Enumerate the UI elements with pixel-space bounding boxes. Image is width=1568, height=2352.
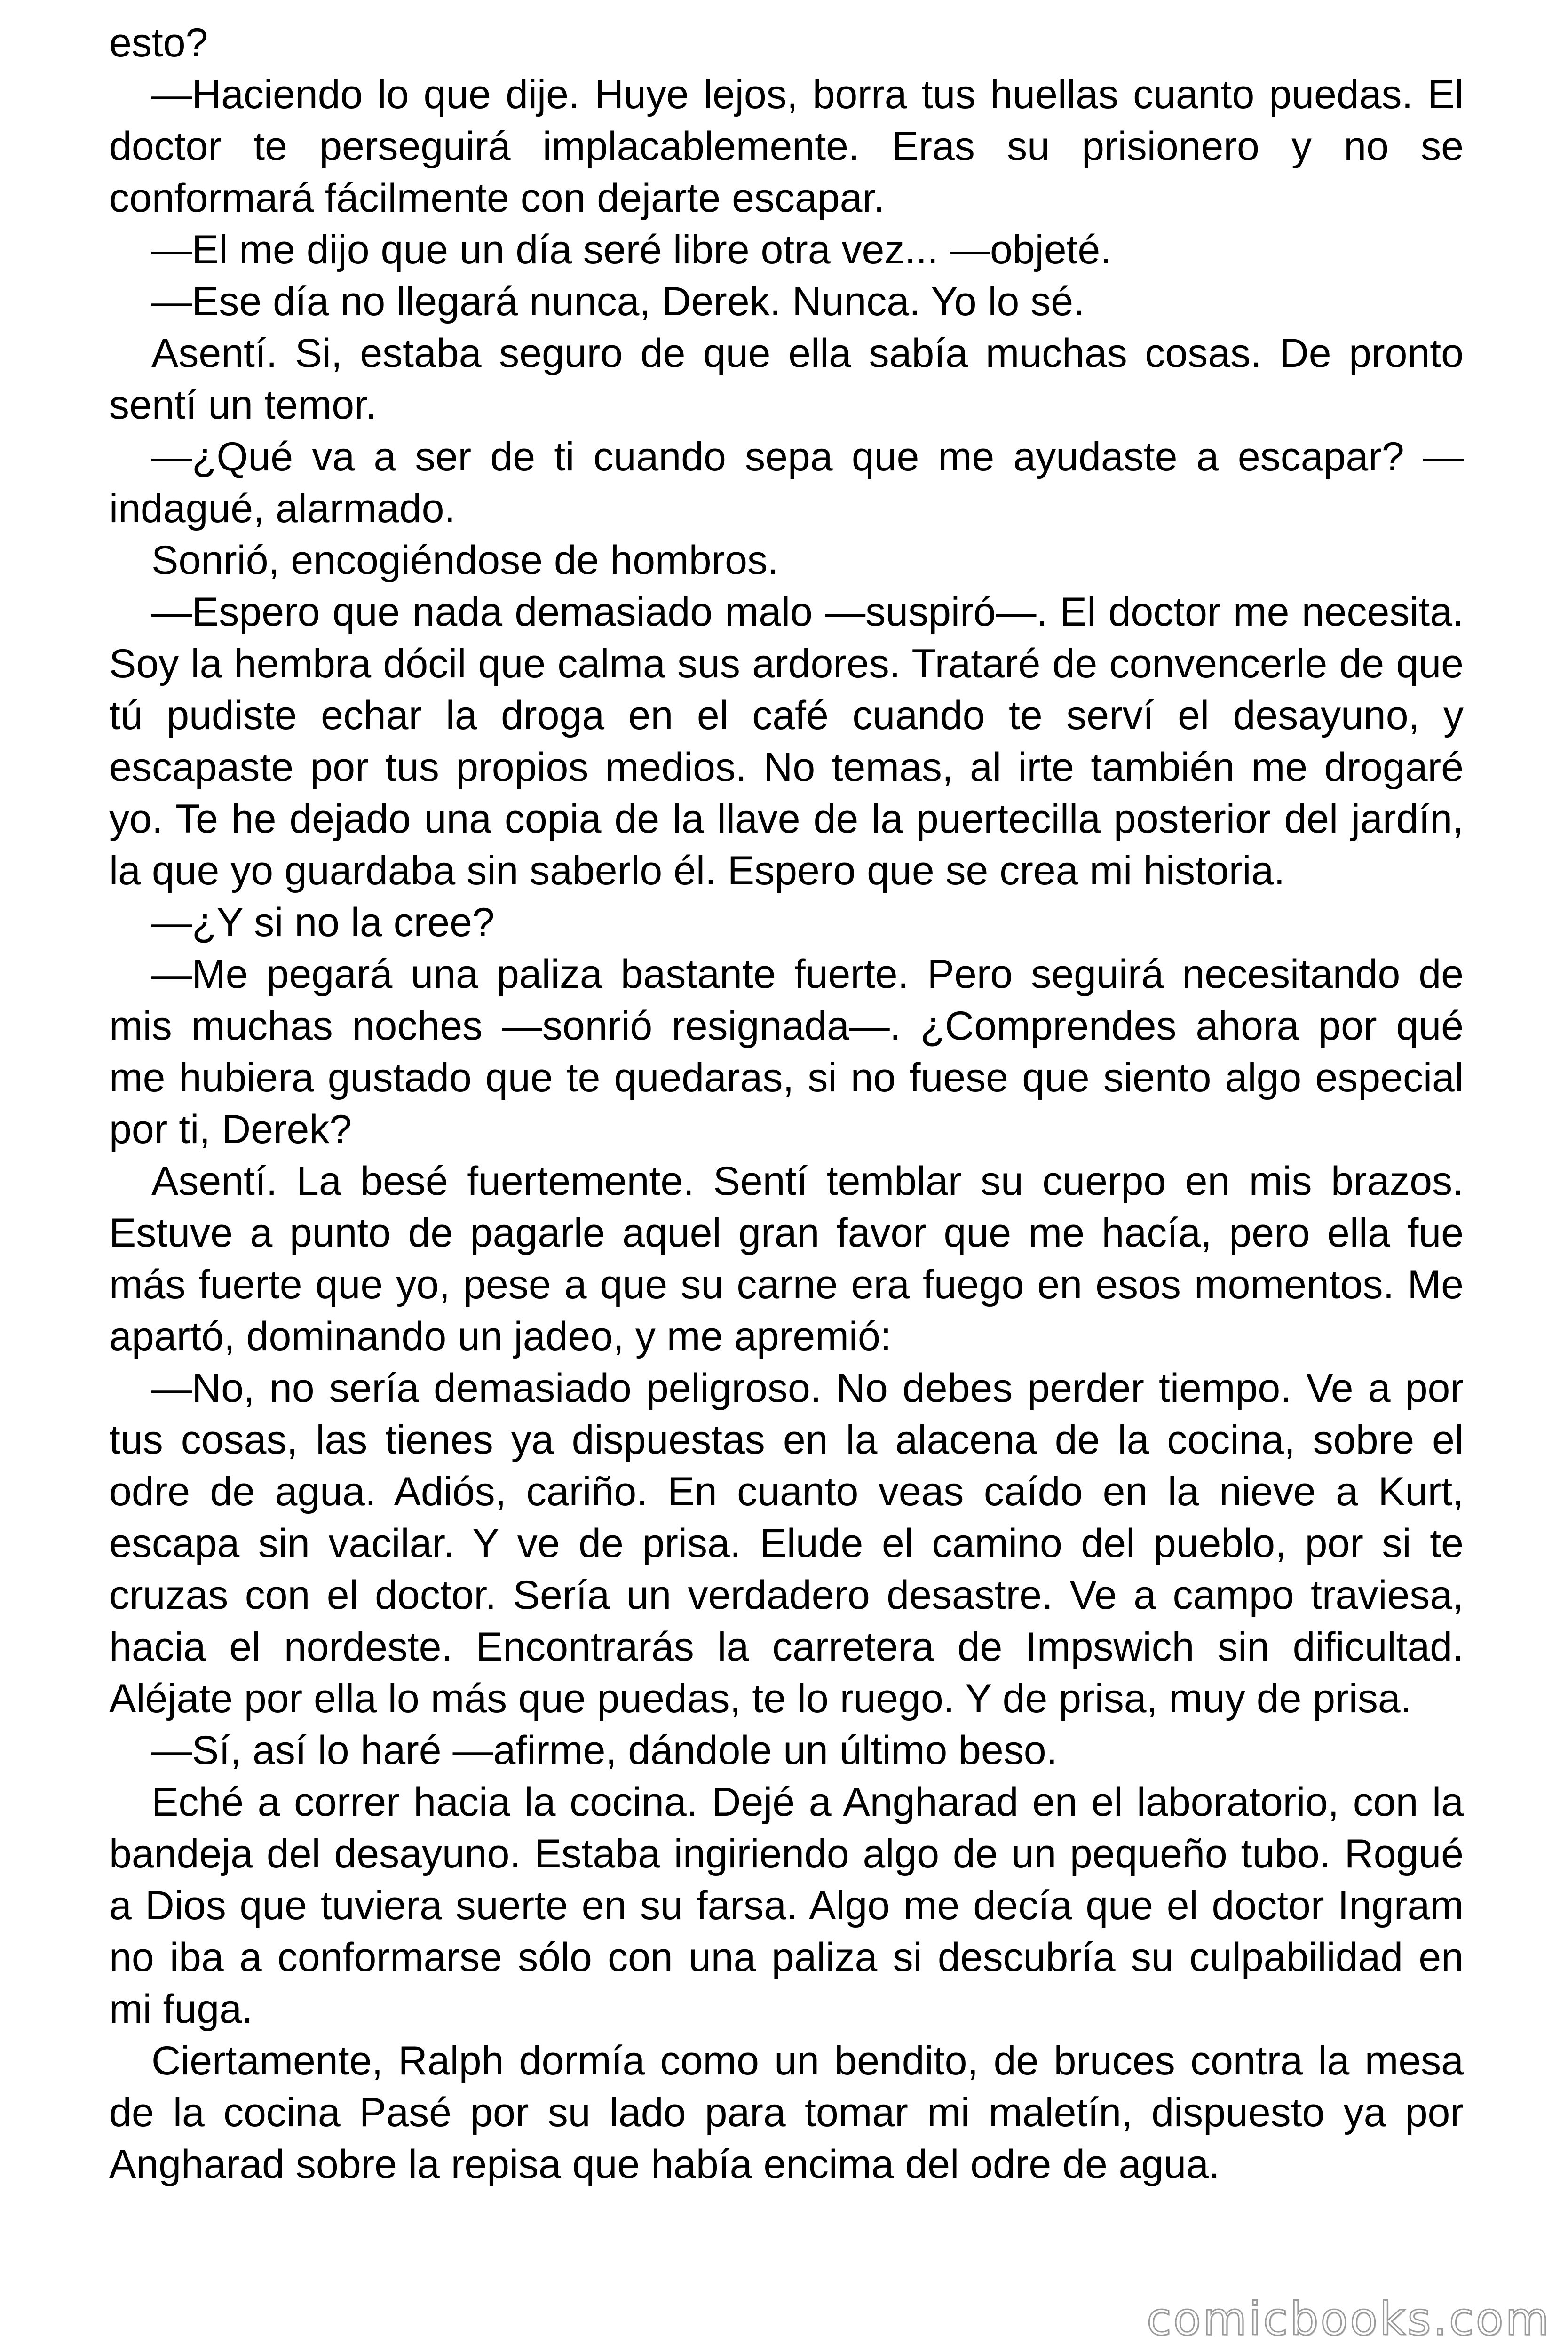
paragraph: —Espero que nada demasiado malo —suspiró—. El doctor me necesita. Soy la hembra dócil que calma sus ardores. Trataré de convencerle de que tú pudiste echar la droga en el café cuando te serví el desayuno, y escapaste por tus propios medios. No temas, al irte también me drogaré yo. Te he dejado una copia de la llave de la puertecilla posterior del jardín, la que yo guardaba sin saberlo él. Espero que se crea mi historia. [109, 589, 1464, 893]
paragraph: —Haciendo lo que dije. Huye lejos, borra tus huellas cuanto puedas. El doctor te perseguirá implacablemente. Eras su prisionero y no se conformará fácilmente con dejarte escapar. [109, 72, 1464, 221]
paragraph: esto? [109, 20, 208, 65]
paragraph: —¿Y si no la cree? [151, 900, 495, 945]
paragraph: —Sí, así lo haré —afirme, dándole un último beso. [151, 1728, 1058, 1773]
watermark: comicbooks.com [1146, 2293, 1551, 2345]
paragraph: —No, no sería demasiado peligroso. No debes perder tiempo. Ve a por tus cosas, las tienes ya dispuestas en la alacena de la cocina, sobre el odre de agua. Adiós, cariño. En cuanto veas caído en la nieve a Kurt, escapa sin vacilar. Y ve de prisa. Elude el camino del pueblo, por si te cruzas con el doctor. Sería un verdadero desastre. Ve a campo traviesa, hacia el nordeste. Encontrarás la carretera de Impswich sin dificultad. Aléjate por ella lo más que puedas, te lo ruego. Y de prisa, muy de prisa. [109, 1366, 1464, 1721]
paragraph: Asentí. Si, estaba seguro de que ella sabía muchas cosas. De pronto sentí un temor. [109, 331, 1464, 428]
paragraph: —Ese día no llegará nunca, Derek. Nunca. Yo lo sé. [151, 279, 1085, 324]
paragraph: —Me pegará una paliza bastante fuerte. Pero seguirá necesitando de mis muchas noches —sonrió resignada—. ¿Comprendes ahora por qué me hubiera gustado que te quedaras, si no fuese que siento algo especial por ti, Derek? [109, 952, 1464, 1152]
paragraph: Eché a correr hacia la cocina. Dejé a Angharad en el laboratorio, con la bandeja del desayuno. Estaba ingiriendo algo de un pequeño tubo. Rogué a Dios que tuviera suerte en su farsa. Algo me decía que el doctor Ingram no iba a conformarse sólo con una paliza si descubría su culpabilidad en mi fuga. [109, 1780, 1464, 2032]
paragraph: Ciertamente, Ralph dormía como un bendito, de bruces contra la mesa de la cocina Pasé por su lado para tomar mi maletín, dispuesto ya por Angharad sobre la repisa que había encima del odre de agua. [109, 2038, 1464, 2187]
paragraph: Asentí. La besé fuertemente. Sentí temblar su cuerpo en mis brazos. Estuve a punto de pagarle aquel gran favor que me hacía, pero ella fue más fuerte que yo, pese a que su carne era fuego en esos momentos. Me apartó, dominando un jadeo, y me apremió: [109, 1159, 1464, 1359]
paragraph: —El me dijo que un día seré libre otra vez... —objeté. [151, 227, 1112, 272]
body-text [109, 17, 1464, 2190]
paragraph: Sonrió, encogiéndose de hombros. [151, 538, 779, 583]
paragraph: —¿Qué va a ser de ti cuando sepa que me ayudaste a escapar? —indagué, alarmado. [109, 434, 1464, 531]
